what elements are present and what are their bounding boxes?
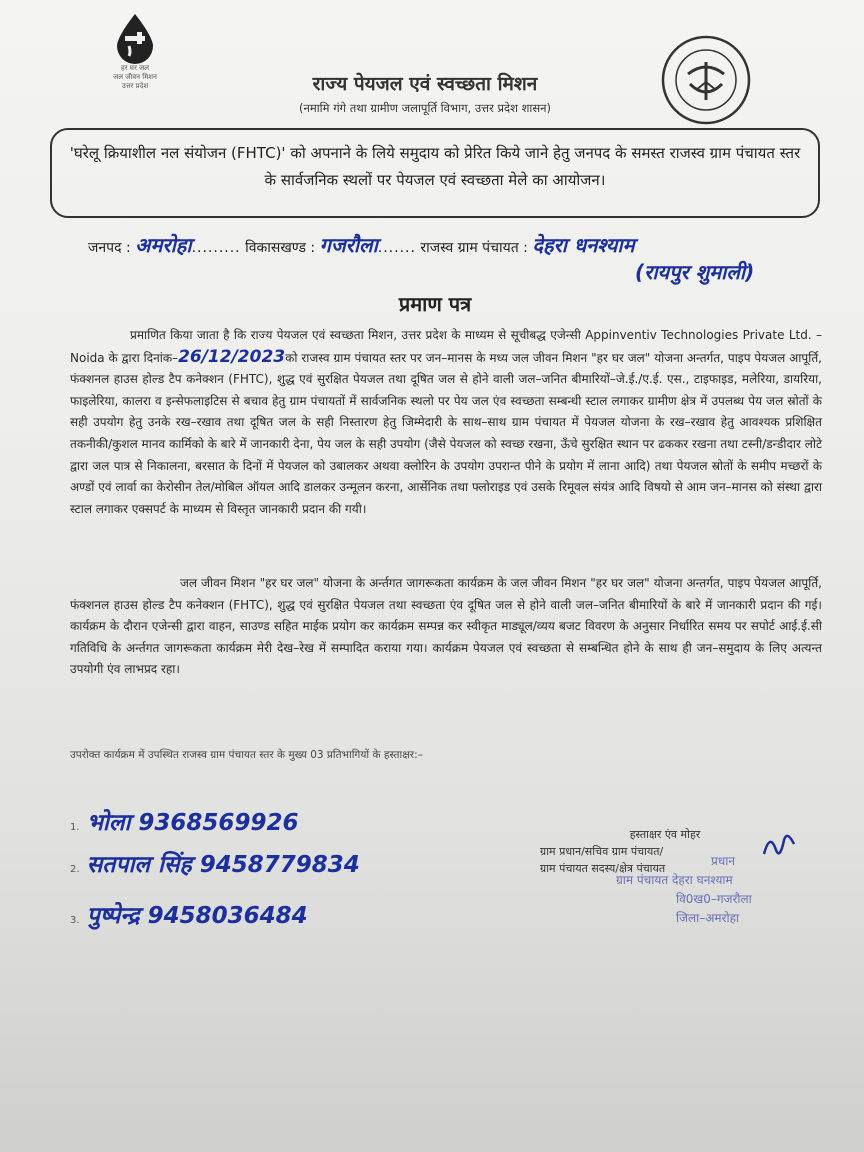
page-subtitle: (नमामि गंगे तथा ग्रामीण जलापूर्ति विभाग, उत्तर प्रदेश शासन)	[298, 101, 552, 115]
stamp-line-2: ग्राम पंचायत देहरा घनश्याम	[616, 873, 733, 887]
stamp-line-4: जिला–अमरोहा	[676, 911, 740, 925]
location-fields: जनपद : अमरोहा......... विकासखण्ड : गजरौला....... राजस्व ग्राम पंचायत : देहरा धनश्याम	[88, 233, 635, 257]
participant-number: 3.	[70, 915, 80, 926]
logo-caption-1: हर घर जल	[121, 64, 149, 72]
stamp-line-1: प्रधान	[711, 854, 735, 868]
participant-name-phone: सतपाल सिंह 9458779834	[86, 852, 360, 878]
district-label: जनपद :	[88, 240, 131, 256]
para1-part-b: को राजस्व ग्राम पंचायत स्तर पर जन–मानस के मध्य जल जीवन मिशन "हर घर जल" योजना अन्तर्गत, पाइप पेयजल आपूर्ति, फंक्शनल हाउस होल्ड टैप कनेक्शन (FHTC), शुद्ध एवं सुरक्षित पेयजल तथा दूषित जल से होने वाली जल–जनित बीमारियों–जे.ई./ए.ई. एस., टाइफाइड, मलेरिया, डायरिया, फाइलेरिया, कालरा व इन्सेफलाइटिस से बचाव हेतु ग्राम पंचायतों में सार्वजनिक स्थलो पर पेय जल एंव स्वच्छता सम्बन्धी स्टाल लगाकर ग्रामीण क्षेत्र में उपलब्ध पेय जल स्रोतों के सही उपयोग हेतु उनके रख–रखाव तथा दूषित जल के सही निस्तारण हेतु जिम्मेदारी के साथ–साथ ग्राम पंचायत में पेयजल योजना के रख–रखाव हेतु आवश्यक प्रशिक्षित तकनीकी/कुशल मानव कार्मिको के बारे में जानकारी देना, पेय जल के सही उपयोग (जैसे पेयजल को स्वच्छ रखना, ऊँचे सुरक्षित स्थान पर ढककर रखना तथा टस्नी/डन्डीदार लोटे द्वारा जल पात्र से निकालना, बरसात के दिनों में पेयजल को उबालकर अथवा क्लोरिन के उपयोग उपरान्त पीने के प्रयोग में लाना आदि) तथा पेयजल स्रोतों के समीप मच्छरों के अण्डों एवं लार्वा का केरोसीन तेल/मोबिल ऑयल आदि डालकर उन्मूलन करना, आर्सेनिक तथा फ्लोराइड एवं उसके रिमूवल संयंत्र आदि विषयो से आम जन–मानस को संस्था द्वारा स्टाल लगाकर एक्सपर्ट के माध्यम से विस्तृत जानकारी प्रदान की गयी।	[70, 350, 822, 516]
event-date: 26/12/2023	[178, 346, 286, 367]
page-title: राज्य पेयजल एवं स्वच्छता मिशन	[312, 73, 538, 95]
para1-part-a: प्रमाणित किया जाता है कि राज्य पेयजल एवं स्वच्छता मिशन, उत्तर प्रदेश के माध्यम से सूचीबद्ध एजेन्सी Appinventiv Technologies Private Ltd. – Noida के द्वारा दिनांक–	[70, 328, 822, 365]
participant-signature	[70, 805, 298, 837]
certificate-title: प्रमाण पत्र	[398, 292, 472, 316]
official-stamp	[616, 852, 831, 928]
sign-heading: हस्ताक्षर एंव मोहर	[629, 828, 701, 841]
stamp-line-3: वि0ख0–गजरौला	[676, 892, 752, 906]
district-value: अमरोहा	[135, 233, 192, 257]
event-banner: 'घरेलू क्रियाशील नल संयोजन (FHTC)' को अपनाने के लिये समुदाय को प्रेरित किये जाने हेतु जनपद के समस्त राजस्व ग्राम पंचायत स्तर के सार्वजनिक स्थलों पर पेयजल एवं स्वच्छता मेले का आयोजन।	[50, 128, 820, 218]
certificate-paragraph-2: जल जीवन मिशन "हर घर जल" योजना के अर्न्तगत जागरूकता कार्यक्रम के जल जीवन मिशन "हर घर जल" योजना अन्तर्गत, पाइप पेयजल आपूर्ति, फंक्शनल हाउस होल्ड टैप कनेक्शन (FHTC), शुद्ध एवं सुरक्षित पेयजल तथा स्वच्छता एंव दूषित जल से होने वाली जल–जनित बीमारियों के बारे में जानकारी प्रदान की गई। कार्यक्रम के दौरान एजेन्सी द्वारा वाहन, साउण्ड सहित माईक प्रयोग कर कार्यक्रम सम्पन्न कर स्वीकृत माड्यूल/व्यय बजट विवरण के अनुसार निर्धारित समय पर सपोर्ट आई.ई.सी गतिविधि के अर्न्तगत जागरूकता कार्यक्रम मेरी देख–रेख में सम्पादित कराया गया। कार्यक्रम पेयजल एवं स्वच्छता से सम्बन्धित होने के साथ ही जन–समुदाय के लिए अत्यन्त उपयोगी एंव लाभप्रद रहा।	[70, 576, 822, 677]
certificate-paragraph-1	[70, 325, 822, 520]
seal-icon	[660, 34, 752, 126]
participant-number: 2.	[70, 864, 80, 875]
logo-caption-3: उत्तर प्रदेश	[121, 82, 149, 90]
panchayat-value-2: (रायपुर शुमाली)	[635, 260, 755, 284]
logo-caption-2: जल जीवन मिशन	[113, 73, 157, 81]
participants-note: उपरोक्त कार्यक्रम में उपस्थित राजस्व ग्राम पंचायत स्तर के मुख्य 03 प्रतिभागियों के हस्ताक्षर:–	[70, 749, 423, 761]
water-drop-tap-icon	[113, 12, 157, 64]
participant-name-phone: भोला 9368569926	[86, 810, 299, 836]
block-label: विकासखण्ड :	[245, 240, 316, 256]
panchayat-label: राजस्व ग्राम पंचायत :	[420, 240, 528, 256]
participant-name-phone: पुष्पेन्द्र 9458036484	[86, 903, 308, 929]
har-ghar-jal-logo	[95, 12, 175, 91]
block-value: गजरौला	[319, 233, 378, 257]
participant-signature	[70, 847, 360, 879]
sign-designation-2: ग्राम पंचायत सदस्य/क्षेत्र पंचायत	[540, 862, 666, 875]
panchayat-value: देहरा धनश्याम	[532, 233, 635, 257]
sign-designation-1: ग्राम प्रधान/सचिव ग्राम पंचायत/	[540, 845, 664, 858]
participant-number: 1.	[70, 822, 80, 833]
up-government-seal	[660, 34, 752, 126]
participant-signature	[70, 898, 308, 930]
